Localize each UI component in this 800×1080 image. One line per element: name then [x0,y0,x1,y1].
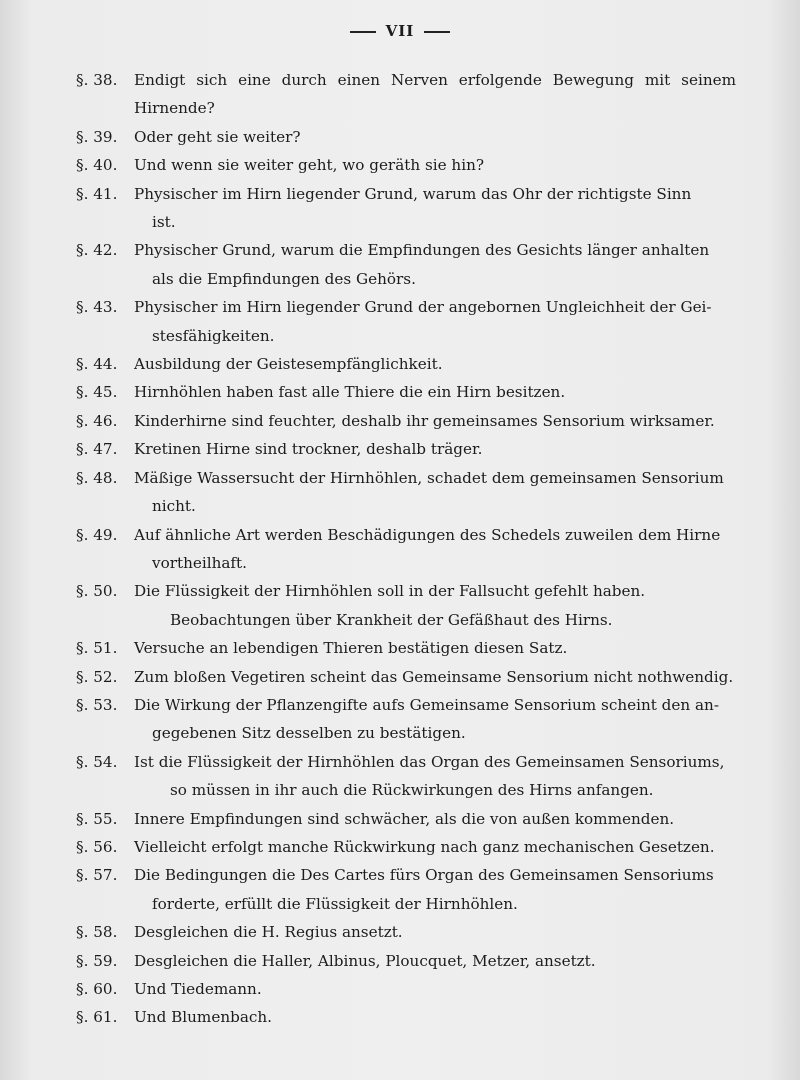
section-title-continuation: vortheilhaft. [152,553,247,572]
toc-entry [76,1003,736,1031]
section-title [134,123,736,151]
section-number: §. 57. [76,866,118,885]
section-title-line: Kinderhirne sind feuchter, deshalb ihr gemeinsames Sensorium wirksamer. [134,411,715,430]
toc-entry [76,975,736,1003]
section-title-line: Physischer im Hirn liegender Grund, warum das Ohr der richtigste Sinn [134,184,692,203]
section-title-line: Oder geht sie weiter? [134,127,301,146]
section-title-line: Physischer im Hirn liegender Grund der angebornen Ungleichheit der Gei- [134,298,712,317]
section-number: §. 53. [76,695,118,714]
page-header [0,22,800,40]
header-dash-right [424,31,450,33]
toc-entry [76,464,736,521]
section-number: §. 48. [76,468,118,487]
section-title [134,378,736,406]
section-title-line: Und Blumenbach. [134,1008,272,1027]
section-title-line: Ist die Flüssigkeit der Hirnhöhlen das Organ des Gemeinsamen Sensoriums, [134,752,725,771]
section-title [134,634,736,662]
section-number: §. 39. [76,127,118,146]
section-title-line: Und wenn sie weiter geht, wo geräth sie hin? [134,156,484,175]
section-title [134,407,736,435]
section-title [134,521,736,578]
toc-entry [76,918,736,946]
section-number: §. 54. [76,752,118,771]
toc-entry [76,833,736,861]
section-number: §. 46. [76,411,118,430]
section-title-continuation: ist. [152,213,176,232]
toc-entry [76,805,736,833]
section-title [134,918,736,946]
section-number: §. 61. [76,1008,118,1027]
section-title-continuation: so müssen in ihr auch die Rückwirkungen des Hirns anfangen. [170,781,654,800]
toc-entry [76,947,736,975]
section-title-line: Die Flüssigkeit der Hirnhöhlen soll in der Fallsucht gefehlt haben. [134,582,646,601]
section-number: §. 60. [76,980,118,998]
section-title-line: Zum bloßen Vegetiren scheint das Gemeinsame Sensorium nicht nothwendig. [134,667,734,686]
toc-entry [76,691,736,748]
table-of-contents [76,66,736,1032]
toc-entry [76,634,736,662]
section-title-line: Versuche an lebendigen Thieren bestätigen diesen Satz. [134,639,568,658]
section-title [134,663,736,691]
section-title-line: Vielleicht erfolgt manche Rückwirkung nach ganz mechanischen Gesetzen. [134,837,715,856]
section-title-continuation: gegebenen Sitz desselben zu bestätigen. [152,724,466,743]
section-title [134,464,736,521]
section-title-line: Mäßige Wassersucht der Hirnhöhlen, schadet dem gemeinsamen Sensorium [134,468,724,487]
section-title [134,293,736,350]
section-title-continuation: Beobachtungen über Krankheit der Gefäßhaut des Hirns. [170,610,613,629]
section-number: §. 59. [76,951,118,970]
section-title [134,151,736,179]
section-number: §. 43. [76,298,118,317]
section-number: §. 58. [76,923,118,942]
section-title [134,975,736,1003]
section-title [134,577,736,634]
toc-entry [76,521,736,578]
section-number: §. 40. [76,156,118,175]
section-title [134,947,736,975]
section-title-line: Auf ähnliche Art werden Beschädigungen des Schedels zuweilen dem Hirne [134,525,721,544]
toc-entry [76,350,736,378]
section-number: §. 45. [76,383,118,402]
section-title-line: Kretinen Hirne sind trockner, deshalb träger. [134,440,483,459]
section-title [134,435,736,463]
toc-entry [76,293,736,350]
section-number: §. 56. [76,837,118,856]
section-title-line: Die Bedingungen die Des Cartes fürs Organ des Gemeinsamen Sensoriums [134,866,714,885]
section-title [134,350,736,378]
section-number: §. 51. [76,639,118,658]
section-number: §. 55. [76,809,118,828]
section-title-line: Die Wirkung der Pflanzengifte aufs Gemeinsame Sensorium scheint den an- [134,695,719,714]
toc-entry [76,151,736,179]
section-title-line: Ausbildung der Geistesempfänglichkeit. [134,355,443,374]
toc-entry [76,378,736,406]
section-title [134,236,736,293]
section-number: §. 50. [76,582,118,601]
section-title-continuation: stesfähigkeiten. [152,326,275,345]
section-title-line: Innere Empfindungen sind schwächer, als die von außen kommenden. [134,809,675,828]
toc-entry [76,123,736,151]
section-title [134,66,736,123]
section-title [134,748,736,805]
section-number: §. 41. [76,184,118,203]
section-title [134,1003,736,1031]
section-title [134,691,736,748]
toc-entry [76,861,736,918]
toc-entry [76,748,736,805]
toc-entry [76,236,736,293]
section-title-line: Hirnhöhlen haben fast alle Thiere die ein Hirn besitzen. [134,383,566,402]
section-number: §. 44. [76,355,118,374]
section-title [134,180,736,237]
header-dash-left [350,31,376,33]
page-number: VII [385,22,415,40]
toc-entry [76,663,736,691]
section-number: §. 47. [76,440,118,459]
section-title-line: Physischer Grund, warum die Empfindungen des Gesichts länger anhalten [134,241,710,260]
toc-entry [76,407,736,435]
section-title-line: Und Tiedemann. [134,980,262,998]
section-title-continuation: als die Empfindungen des Gehörs. [152,269,416,288]
section-title-continuation: nicht. [152,497,196,516]
section-number: §. 38. [76,71,118,89]
toc-entry [76,435,736,463]
toc-entry [76,577,736,634]
section-title-line: Desgleichen die H. Regius ansetzt. [134,923,403,942]
section-title-line: Endigt sich eine durch einen Nerven erfolgende Bewegung mit seinem Hirnende? [134,71,736,118]
section-title [134,805,736,833]
toc-entry [76,180,736,237]
section-number: §. 52. [76,667,118,686]
section-title-continuation: forderte, erfüllt die Flüssigkeit der Hirnhöhlen. [152,894,518,913]
section-title-line: Desgleichen die Haller, Albinus, Ploucquet, Metzer, ansetzt. [134,951,596,970]
section-title [134,861,736,918]
toc-entry [76,66,736,123]
section-title [134,833,736,861]
section-number: §. 42. [76,241,118,260]
section-number: §. 49. [76,525,118,544]
